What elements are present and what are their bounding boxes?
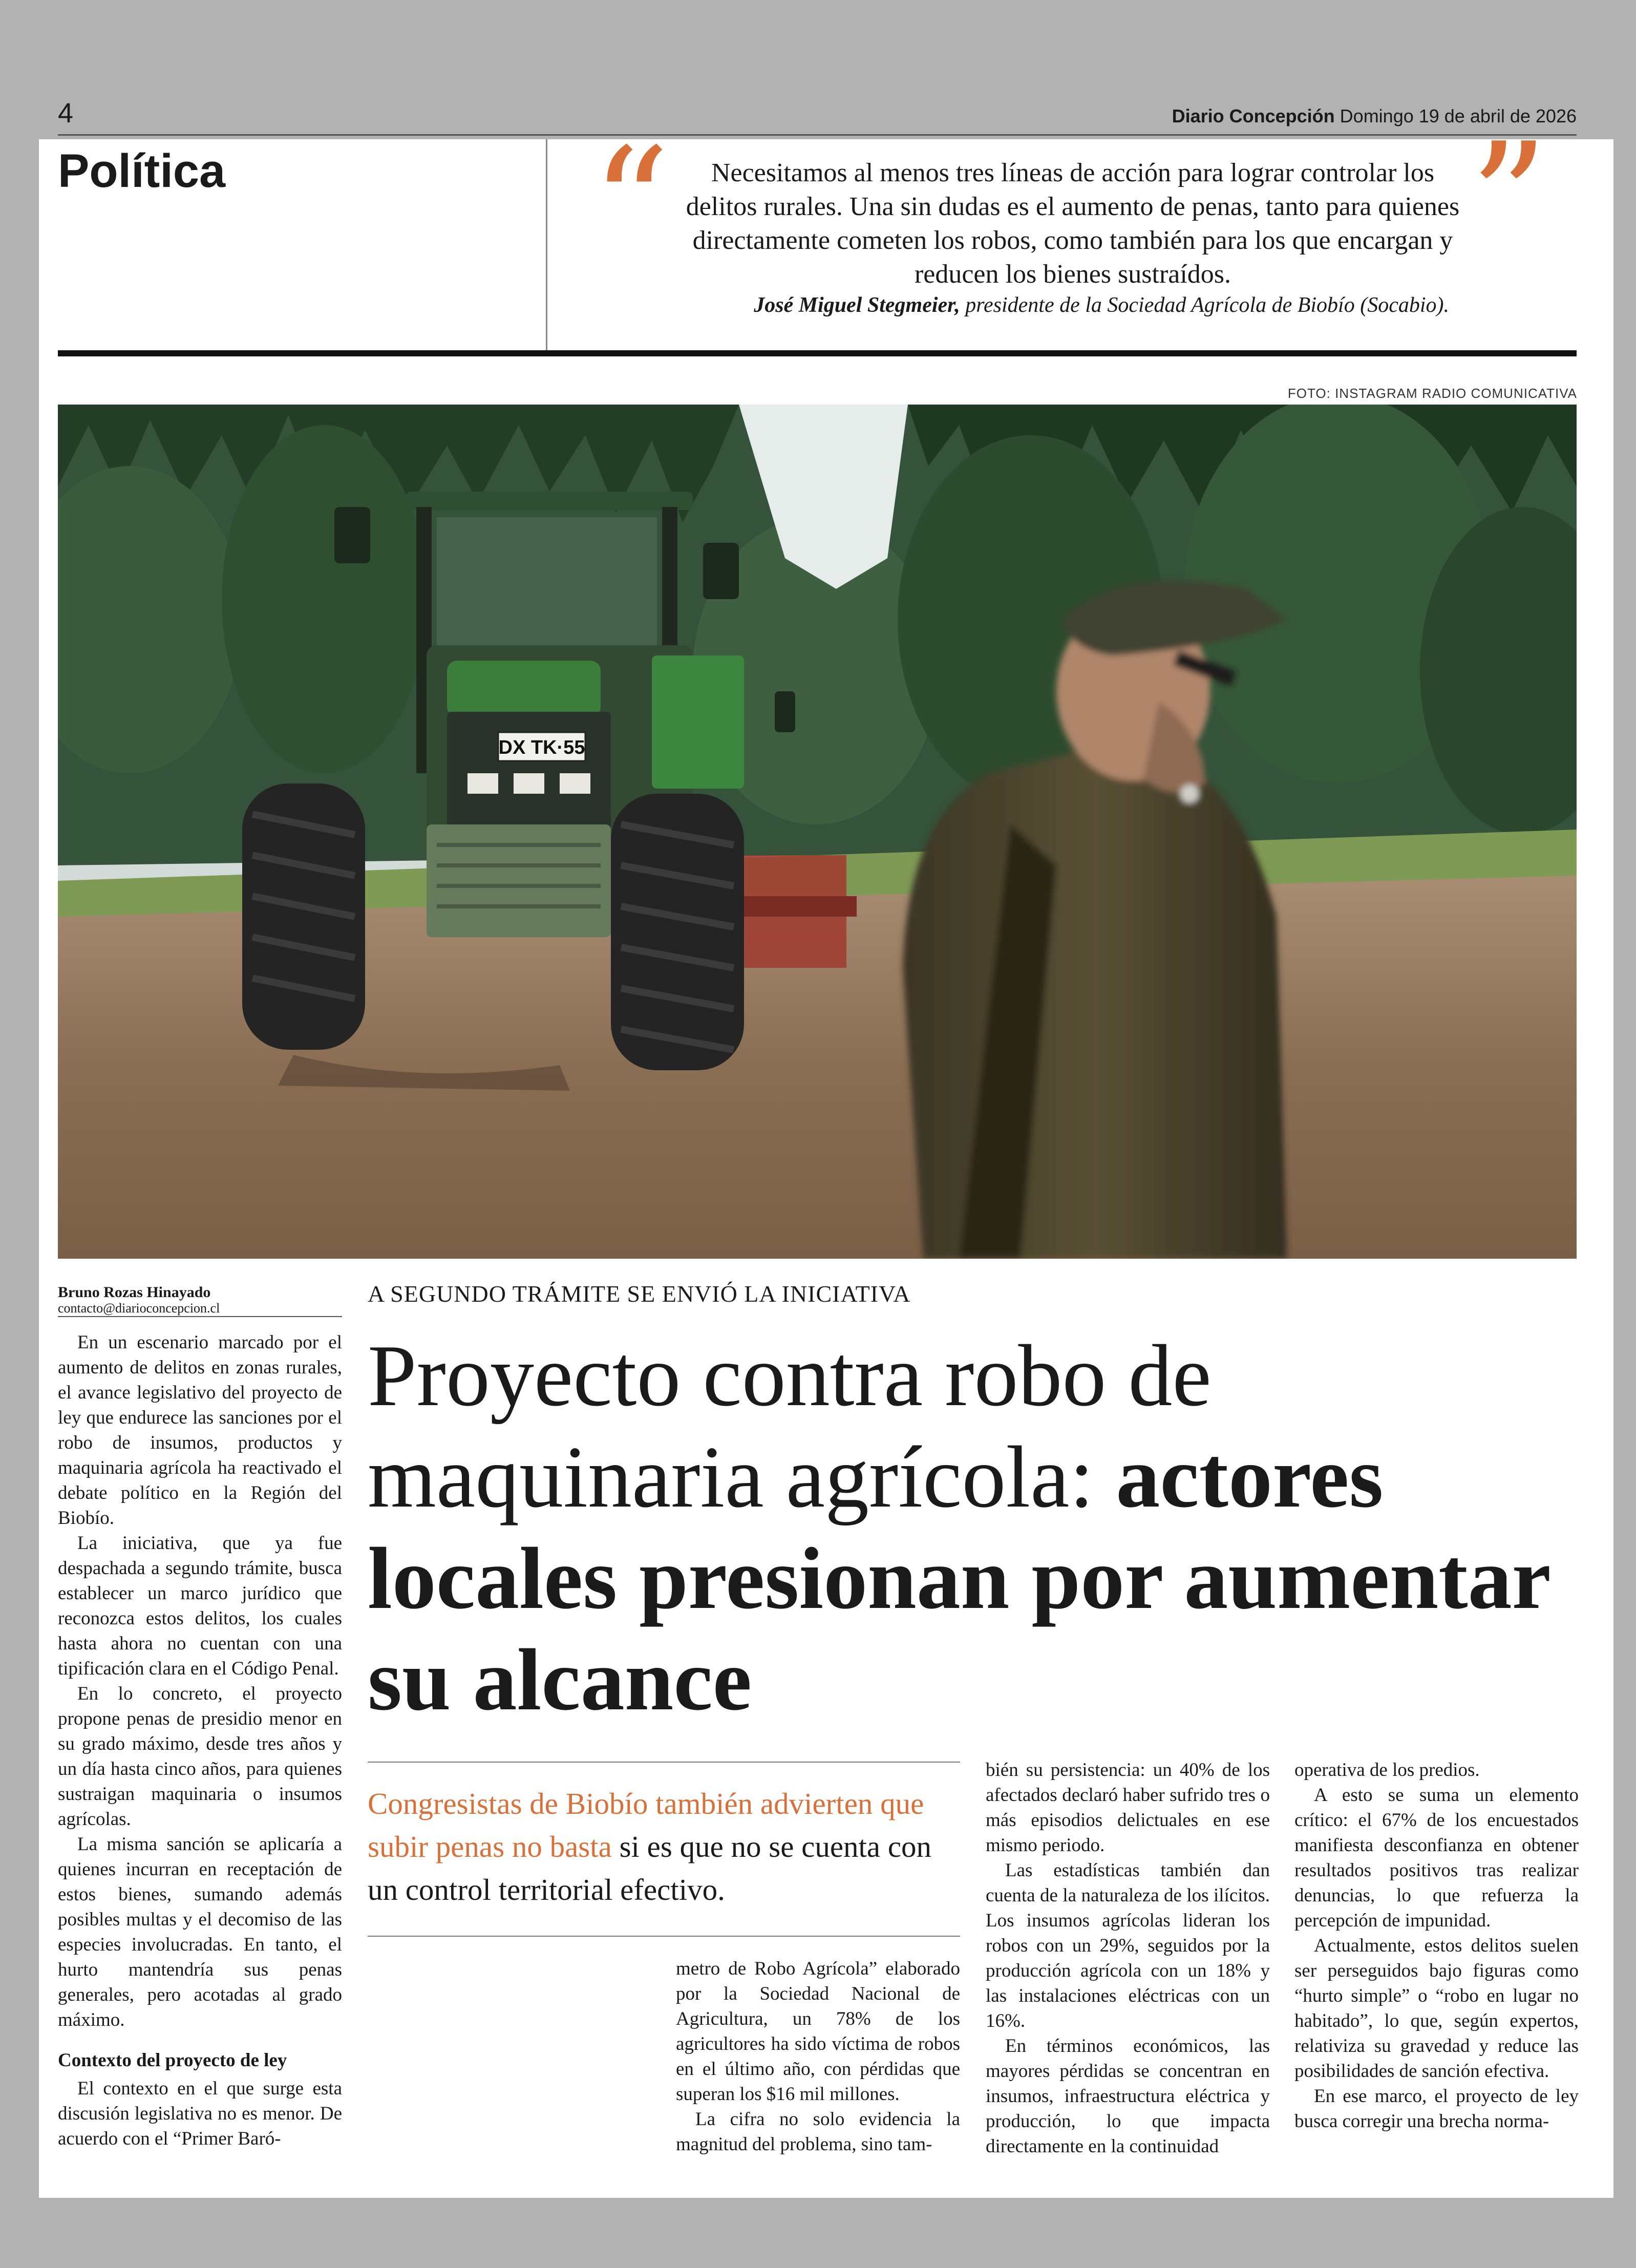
quote-attribution (681, 293, 1449, 317)
paragraph: metro de Robo Agrícola” elaborado por la Sociedad Nacional de Agricultura, un 78% de los agricultores ha sido víctima de robos en el último año, con pérdidas que superan los $16 mil millones. (676, 1958, 960, 2105)
paragraph: El contexto en el que surge esta discusión legislativa no es menor. De acuerdo con el “Primer Baró- (58, 2078, 342, 2149)
paragraph: La cifra no solo evidencia la magnitud del problema, sino tam- (676, 2109, 960, 2155)
paragraph: La iniciativa, que ya fue despachada a segundo trámite, busca establecer un marco jurídico que reconozca estos delitos, los cuales hasta ahora no cuentan con una tipificación clara en el Código Penal. (58, 1533, 342, 1679)
headline-light: Proyecto contra robo de maquinaria agrícola: (368, 1327, 1212, 1526)
paragraph: La misma sanción se aplicaría a quienes incurran en receptación de estos bienes, sumando además posibles multas y el decomiso de las especies involucradas. En tanto, el hurto mantendría sus penas generales, pero acotadas al grado máximo. (58, 1834, 342, 2030)
pull-quote: Necesitamos al menos tres líneas de acción para lograr controlar los delitos rurales. Una sin dudas es el aumento de penas, tanto para quienes directamente cometen los robos, como también para los que encargan y reducen los bienes sustraídos. (686, 158, 1460, 289)
byline-author: Bruno Rozas Hinayado (58, 1284, 211, 1301)
header-divider (546, 139, 547, 352)
article-column-2 (676, 1956, 960, 2157)
quote-author: José Miguel Stegmeier, (754, 293, 960, 317)
paragraph: Actualmente, estos delitos suelen ser perseguidos bajo figuras como “hurto simple” o “robo en lugar no habitado”, lo que, según expertos, relativiza su gravedad y reduce las posibilidades de sanción efectiva. (1294, 1935, 1579, 2082)
article-column-1 (58, 1330, 342, 2151)
article-kicker: A SEGUNDO TRÁMITE SE ENVIÓ LA INICIATIVA (368, 1281, 911, 1307)
header-thick-rule (58, 350, 1577, 356)
paragraph: En lo concreto, el proyecto propone penas de presidio menor en su grado máximo, desde tres años y un día hasta cinco años, para quienes sustraigan maquinaria o insumos agrícolas. (58, 1683, 342, 1830)
deck-rule-bottom (368, 1936, 960, 1937)
quote-author-role: presidente de la Sociedad Agrícola de Biobío (Socabio). (960, 293, 1449, 317)
paragraph: En ese marco, el proyecto de ley busca corregir una brecha norma- (1294, 2086, 1579, 2132)
byline-rule (58, 1316, 342, 1317)
deck-rule-top (368, 1762, 960, 1763)
quote-close-icon: ” (1470, 110, 1548, 289)
quote-open-icon: “ (591, 115, 670, 294)
deck-accent: Congresistas de Biobío también advierten que subir penas no basta (368, 1787, 924, 1863)
paragraph: En términos económicos, las mayores pérdidas se concentran en insumos, infraestructura eléctrica y producción, lo que impacta directamente en la continuidad (986, 2036, 1270, 2157)
masthead-name: Diario Concepción (1172, 105, 1335, 126)
article-column-3 (986, 1757, 1270, 2159)
deck-rest: si es que no se cuenta con un control territorial efectivo. (368, 1830, 932, 1906)
article-deck (368, 1782, 960, 1911)
paragraph: Las estadísticas también dan cuenta de la naturaleza de los ilícitos. Los insumos agrícolas lideran los robos con un 29%, seguidos por la producción agrícola con un 18% y las instalaciones eléctricas con un 16%. (986, 1860, 1270, 2031)
article-column-4 (1294, 1757, 1579, 2134)
masthead-date: Domingo 19 de abril de 2026 (1340, 105, 1577, 126)
paragraph: operativa de los predios. (1294, 1760, 1480, 1781)
byline-email: contacto@diarioconcepcion.cl (58, 1301, 220, 1316)
paragraph: En un escenario marcado por el aumento de delitos en zonas rurales, el avance legislativo del proyecto de ley que endurece las sanciones por el robo de insumos, productos y maquinaria agrícola ha reactivado el debate político en la Región del Biobío. (58, 1332, 342, 1529)
article-headline (368, 1325, 1576, 1731)
paragraph: A esto se suma un elemento crítico: el 67% de los encuestados manifiesta desconfianza en obtener resultados positivos tras realizar denuncias, lo que refuerza la percepción de impunidad. (1294, 1785, 1579, 1931)
photo-credit: FOTO: INSTAGRAM RADIO COMUNICATIVA (1287, 386, 1577, 401)
license-plate: DX TK·55 (498, 737, 585, 758)
lead-photo (58, 405, 1577, 1259)
page-number: 4 (58, 98, 74, 129)
headline-bold: actores locales presionan por aumentar su alcance (368, 1429, 1549, 1729)
section-title: Política (58, 145, 226, 197)
article-subhead: Contexto del proyecto de ley (58, 2050, 287, 2071)
header-rule (58, 134, 1577, 136)
paragraph: bién su persistencia: un 40% de los afectados declaró haber sufrido tres o más episodios delictuales en ese mismo periodo. (986, 1760, 1270, 1856)
